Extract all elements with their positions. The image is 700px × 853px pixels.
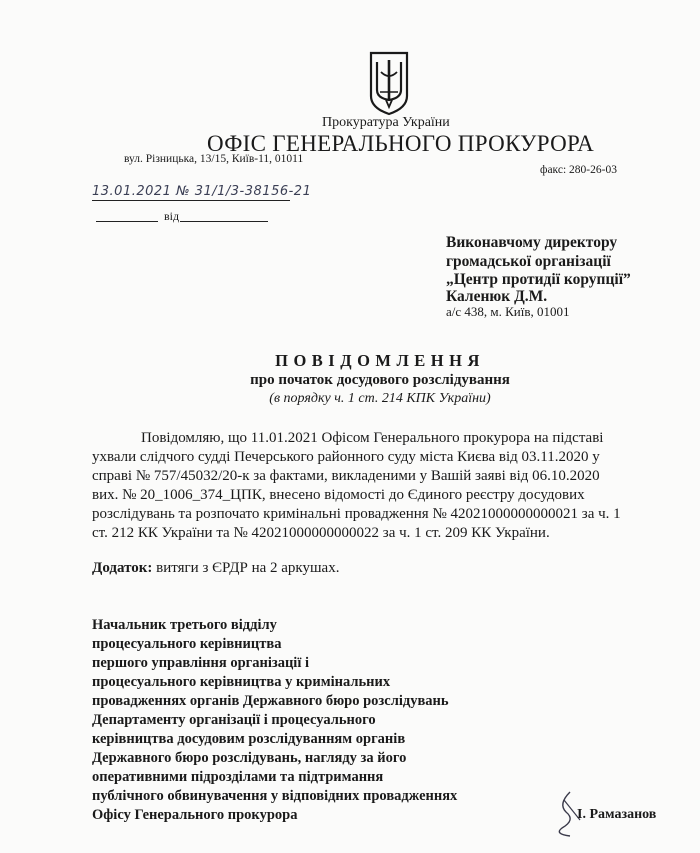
recipient-line: громадської організації (446, 253, 611, 270)
org-title: ОФІС ГЕНЕРАЛЬНОГО ПРОКУРОРА (207, 131, 595, 156)
from-label: від (164, 209, 180, 223)
recipient-line: Виконавчому директору (446, 234, 618, 251)
incoming-number-blank (96, 221, 158, 222)
recipient-line: Каленюк Д.М. (446, 288, 548, 305)
signer-position-line: оперативними підрозділами та підтримання (92, 769, 384, 785)
body-line: ст. 212 КК України та № 42021000000000022 за ч. 1 ст. 209 КК України. (92, 525, 550, 541)
attachment-text: витяги з ЄРДР на 2 аркушах. (152, 560, 340, 576)
attachment-note (92, 560, 339, 577)
legal-basis: (в порядку ч. 1 ст. 214 КПК України) (269, 391, 491, 406)
trident-emblem-icon (366, 50, 412, 116)
incoming-date-blank (180, 221, 268, 222)
recipient-address: а/с 438, м. Київ, 01001 (446, 304, 570, 319)
signer-name: І. Рамазанов (577, 807, 657, 822)
body-line: вих. № 20_1006_374_ЦПК, внесено відомості до Єдиного реєстру досудових (92, 487, 585, 503)
org-address: вул. Різницька, 13/15, Київ-11, 01011 (124, 153, 304, 165)
recipient-line: „Центр протидії корупції” (446, 271, 631, 288)
signer-position-line: публічного обвинувачення у відповідних провадженнях (92, 788, 458, 804)
org-fax: факс: 280-26-03 (540, 164, 617, 176)
signer-position-line: провадженнях органів Державного бюро розслідувань (92, 693, 449, 709)
document-title: ПОВІДОМЛЕННЯ (275, 351, 485, 370)
signer-position-line: керівництва досудовим розслідуванням органів (92, 731, 406, 747)
signer-position-line: процесуального керівництва (92, 636, 282, 652)
signer-position-line: Департаменту організації і процесуального (92, 712, 376, 728)
registration-underline (92, 200, 290, 201)
body-line: Повідомляю, що 11.01.2021 Офісом Генерального прокурора на підставі (141, 430, 604, 446)
signer-position-line: першого управління організації і (92, 655, 310, 671)
signer-position-line: процесуального керівництва у кримінальних (92, 674, 391, 690)
attachment-label: Додаток: (92, 560, 153, 576)
body-line: розслідувань та розпочато кримінальні провадження № 42021000000000021 за ч. 1 (92, 506, 621, 522)
signer-position-line: Офісу Генерального прокурора (92, 807, 298, 823)
body-line: справі № 757/45032/20-к за фактами, викладеними у Вашій заяві від 06.10.2020 (92, 468, 600, 484)
org-subtitle: Прокуратура України (322, 115, 450, 130)
registration-number: 13.01.2021 № 31/1/3-38156-21 (92, 184, 312, 199)
document-subtitle: про початок досудового розслідування (250, 372, 510, 388)
signer-position-line: Державного бюро розслідувань, нагляду за його (92, 750, 407, 766)
body-line: ухвали слідчого судді Печерського районного суду міста Києва від 03.11.2020 у (92, 449, 600, 465)
signer-position-line: Начальник третього відділу (92, 617, 277, 633)
